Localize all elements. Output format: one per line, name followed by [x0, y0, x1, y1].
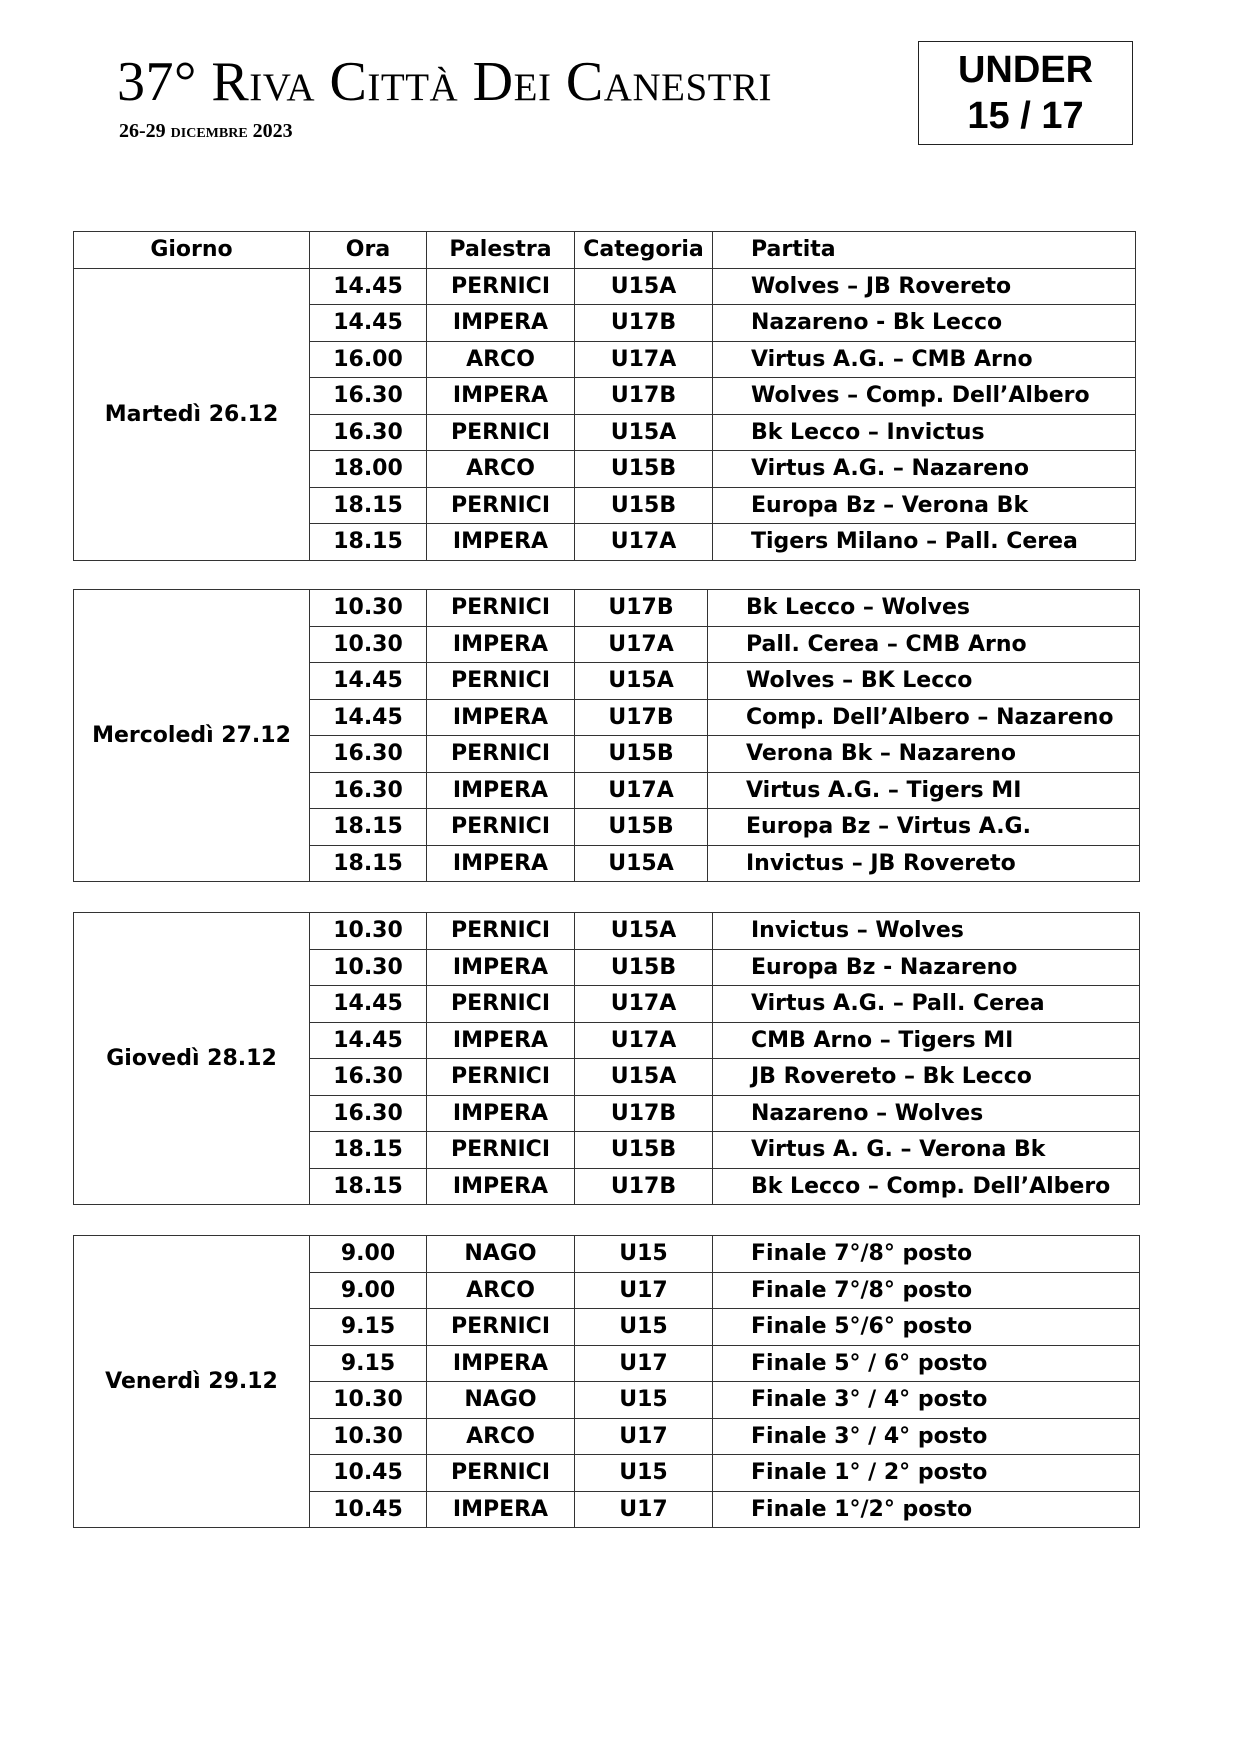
cell-categoria: U17B [575, 1168, 713, 1205]
cell-ora: 9.15 [310, 1309, 427, 1346]
cell-partita: Europa Bz – Verona Bk [713, 487, 1136, 524]
cell-palestra: PERNICI [427, 1455, 575, 1492]
cell-ora: 10.30 [310, 949, 427, 986]
cell-palestra: ARCO [427, 451, 575, 488]
cell-partita: Nazareno - Bk Lecco [713, 305, 1136, 342]
cell-partita: Bk Lecco – Wolves [708, 590, 1140, 627]
cell-palestra: ARCO [427, 1272, 575, 1309]
cell-palestra: PERNICI [427, 736, 575, 773]
cell-palestra: NAGO [427, 1382, 575, 1419]
cell-partita: Finale 7°/8° posto [713, 1236, 1140, 1273]
cell-palestra: IMPERA [427, 1095, 575, 1132]
cell-partita: Europa Bz - Nazareno [713, 949, 1140, 986]
day-label: Venerdì 29.12 [74, 1236, 310, 1528]
cell-categoria: U15 [575, 1455, 713, 1492]
cell-categoria: U15B [575, 487, 713, 524]
cell-ora: 10.30 [310, 913, 427, 950]
cell-categoria: U15A [575, 663, 708, 700]
cell-categoria: U15A [575, 913, 713, 950]
column-header-palestra: Palestra [427, 232, 575, 269]
cell-partita: Comp. Dell’Albero – Nazareno [708, 699, 1140, 736]
cell-palestra: IMPERA [427, 378, 575, 415]
table-header-row [74, 232, 1136, 269]
table-row [74, 590, 1140, 627]
cell-palestra: PERNICI [427, 590, 575, 627]
cell-palestra: PERNICI [427, 1132, 575, 1169]
cell-palestra: IMPERA [427, 949, 575, 986]
cell-ora: 10.45 [310, 1491, 427, 1528]
cell-categoria: U15B [575, 1132, 713, 1169]
cell-categoria: U17 [575, 1418, 713, 1455]
badge-line-2: 15 / 17 [967, 95, 1084, 137]
cell-partita: Tigers Milano – Pall. Cerea [713, 524, 1136, 561]
cell-palestra: NAGO [427, 1236, 575, 1273]
cell-ora: 10.30 [310, 1382, 427, 1419]
cell-palestra: IMPERA [427, 626, 575, 663]
cell-ora: 18.15 [310, 1132, 427, 1169]
cell-palestra: PERNICI [427, 913, 575, 950]
cell-partita: Pall. Cerea – CMB Arno [708, 626, 1140, 663]
cell-partita: Virtus A.G. – Tigers MI [708, 772, 1140, 809]
cell-palestra: ARCO [427, 341, 575, 378]
cell-palestra: ARCO [427, 1418, 575, 1455]
cell-categoria: U15A [575, 1059, 713, 1096]
schedule-table-day-2 [73, 589, 1140, 882]
cell-ora: 10.30 [310, 626, 427, 663]
table-row [74, 913, 1140, 950]
cell-ora: 14.45 [310, 268, 427, 305]
schedule-table-day-1 [73, 231, 1136, 561]
cell-partita: Verona Bk – Nazareno [708, 736, 1140, 773]
cell-palestra: PERNICI [427, 414, 575, 451]
cell-palestra: IMPERA [427, 1491, 575, 1528]
cell-ora: 14.45 [310, 986, 427, 1023]
cell-categoria: U15A [575, 414, 713, 451]
cell-ora: 18.00 [310, 451, 427, 488]
cell-partita: Virtus A.G. – Nazareno [713, 451, 1136, 488]
cell-ora: 18.15 [310, 1168, 427, 1205]
cell-categoria: U17A [575, 1022, 713, 1059]
cell-ora: 14.45 [310, 305, 427, 342]
cell-partita: Virtus A.G. – CMB Arno [713, 341, 1136, 378]
cell-categoria: U17 [575, 1345, 713, 1382]
cell-partita: Virtus A. G. – Verona Bk [713, 1132, 1140, 1169]
cell-categoria: U17A [575, 524, 713, 561]
cell-categoria: U15B [575, 736, 708, 773]
cell-palestra: IMPERA [427, 305, 575, 342]
cell-partita: Nazareno – Wolves [713, 1095, 1140, 1132]
cell-partita: Wolves – BK Lecco [708, 663, 1140, 700]
cell-ora: 18.15 [310, 524, 427, 561]
cell-palestra: PERNICI [427, 1059, 575, 1096]
cell-partita: Finale 3° / 4° posto [713, 1418, 1140, 1455]
cell-categoria: U17A [575, 986, 713, 1023]
cell-partita: Finale 7°/8° posto [713, 1272, 1140, 1309]
cell-ora: 14.45 [310, 1022, 427, 1059]
cell-categoria: U17B [575, 1095, 713, 1132]
column-header-partita: Partita [713, 232, 1136, 269]
cell-ora: 9.00 [310, 1236, 427, 1273]
cell-categoria: U17B [575, 305, 713, 342]
cell-ora: 10.45 [310, 1455, 427, 1492]
cell-partita: Bk Lecco – Comp. Dell’Albero [713, 1168, 1140, 1205]
cell-palestra: IMPERA [427, 1345, 575, 1382]
cell-partita: Virtus A.G. – Pall. Cerea [713, 986, 1140, 1023]
schedule-table-day-3 [73, 912, 1140, 1205]
cell-categoria: U15A [575, 845, 708, 882]
cell-ora: 10.30 [310, 590, 427, 627]
cell-categoria: U17A [575, 341, 713, 378]
cell-ora: 16.30 [310, 736, 427, 773]
cell-palestra: IMPERA [427, 772, 575, 809]
cell-categoria: U17A [575, 772, 708, 809]
cell-categoria: U17B [575, 378, 713, 415]
cell-partita: Invictus – JB Rovereto [708, 845, 1140, 882]
cell-ora: 10.30 [310, 1418, 427, 1455]
cell-ora: 16.30 [310, 414, 427, 451]
cell-ora: 18.15 [310, 487, 427, 524]
schedule-table-day-4 [73, 1235, 1140, 1528]
cell-ora: 9.15 [310, 1345, 427, 1382]
cell-ora: 16.30 [310, 1095, 427, 1132]
document-subtitle: 26-29 dicembre 2023 [119, 120, 293, 142]
cell-partita: Finale 1° / 2° posto [713, 1455, 1140, 1492]
cell-partita: Bk Lecco – Invictus [713, 414, 1136, 451]
cell-ora: 16.30 [310, 1059, 427, 1096]
document-title: 37° Riva Città Dei Canestri [117, 51, 772, 113]
column-header-categoria: Categoria [575, 232, 713, 269]
cell-palestra: IMPERA [427, 845, 575, 882]
table-row [74, 1236, 1140, 1273]
column-header-giorno: Giorno [74, 232, 310, 269]
cell-palestra: PERNICI [427, 487, 575, 524]
cell-categoria: U17A [575, 626, 708, 663]
cell-categoria: U15B [575, 809, 708, 846]
badge-line-1: UNDER [957, 49, 1094, 91]
category-badge [918, 41, 1133, 145]
cell-ora: 18.15 [310, 845, 427, 882]
column-header-ora: Ora [310, 232, 427, 269]
cell-ora: 14.45 [310, 699, 427, 736]
cell-categoria: U17 [575, 1272, 713, 1309]
cell-palestra: IMPERA [427, 699, 575, 736]
cell-categoria: U15B [575, 451, 713, 488]
cell-ora: 16.00 [310, 341, 427, 378]
cell-categoria: U17B [575, 590, 708, 627]
cell-categoria: U15A [575, 268, 713, 305]
cell-partita: Wolves – Comp. Dell’Albero [713, 378, 1136, 415]
cell-partita: CMB Arno – Tigers MI [713, 1022, 1140, 1059]
cell-partita: JB Rovereto – Bk Lecco [713, 1059, 1140, 1096]
cell-categoria: U15B [575, 949, 713, 986]
table-row [74, 268, 1136, 305]
cell-ora: 16.30 [310, 378, 427, 415]
cell-palestra: PERNICI [427, 268, 575, 305]
cell-palestra: PERNICI [427, 663, 575, 700]
cell-ora: 18.15 [310, 809, 427, 846]
cell-categoria: U15 [575, 1236, 713, 1273]
cell-partita: Invictus – Wolves [713, 913, 1140, 950]
cell-palestra: IMPERA [427, 1168, 575, 1205]
cell-partita: Wolves – JB Rovereto [713, 268, 1136, 305]
cell-palestra: PERNICI [427, 809, 575, 846]
cell-palestra: PERNICI [427, 986, 575, 1023]
cell-categoria: U15 [575, 1382, 713, 1419]
cell-ora: 14.45 [310, 663, 427, 700]
cell-partita: Finale 5°/6° posto [713, 1309, 1140, 1346]
day-label: Martedì 26.12 [74, 268, 310, 560]
cell-categoria: U17 [575, 1491, 713, 1528]
cell-categoria: U17B [575, 699, 708, 736]
cell-categoria: U15 [575, 1309, 713, 1346]
cell-palestra: IMPERA [427, 1022, 575, 1059]
cell-ora: 16.30 [310, 772, 427, 809]
cell-palestra: PERNICI [427, 1309, 575, 1346]
cell-partita: Finale 1°/2° posto [713, 1491, 1140, 1528]
day-label: Giovedì 28.12 [74, 913, 310, 1205]
cell-partita: Finale 5° / 6° posto [713, 1345, 1140, 1382]
day-label: Mercoledì 27.12 [74, 590, 310, 882]
cell-ora: 9.00 [310, 1272, 427, 1309]
cell-partita: Europa Bz – Virtus A.G. [708, 809, 1140, 846]
cell-partita: Finale 3° / 4° posto [713, 1382, 1140, 1419]
cell-palestra: IMPERA [427, 524, 575, 561]
